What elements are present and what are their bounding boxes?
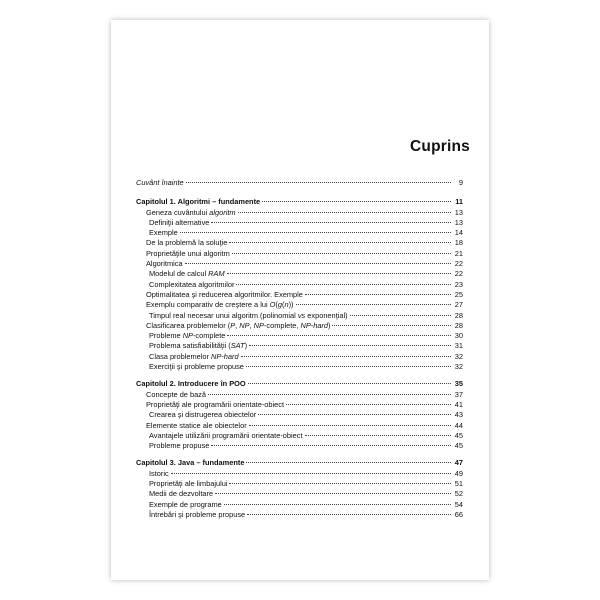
- toc-page-number: 22: [454, 259, 463, 269]
- toc-page-number: 49: [454, 468, 463, 478]
- toc-entry-label: Avantajele utilizării programării orientate-obiect: [149, 430, 303, 440]
- toc-entry-label: Clasa problemelor NP-hard: [149, 351, 239, 361]
- dot-leader: [208, 394, 451, 395]
- toc-entry: [136, 341, 463, 351]
- toc-page-number: 32: [454, 362, 463, 372]
- toc-entry-label: Probleme propuse: [149, 441, 210, 451]
- toc-entry-label: Exerciţii şi probleme propuse: [149, 362, 244, 372]
- table-of-contents: [136, 178, 463, 520]
- dot-leader: [180, 232, 451, 233]
- toc-entry-foreword: [136, 178, 463, 188]
- toc-entry: [136, 352, 463, 362]
- toc-page-number: 9: [458, 178, 463, 187]
- toc-entry: [136, 479, 463, 489]
- toc-entry-label: Proprietăţile unui algoritm: [146, 248, 230, 258]
- toc-entry-label: Geneza cuvântului algoritm: [146, 207, 236, 217]
- toc-page-number: 47: [454, 458, 463, 468]
- toc-entry-label: Concepte de bază: [146, 389, 206, 399]
- dot-leader: [229, 483, 451, 484]
- toc-entry-label: Întrebări şi probleme propuse: [149, 509, 246, 519]
- toc-entry: [136, 280, 463, 290]
- toc-entry: [136, 500, 463, 510]
- toc-page-number: 30: [454, 331, 463, 341]
- toc-entry: [136, 311, 463, 321]
- toc-page-number: 66: [454, 509, 463, 519]
- toc-chapter-3: [136, 458, 463, 468]
- toc-entry-label: Complexitatea algoritmilor: [149, 279, 235, 289]
- toc-entry: [136, 208, 463, 218]
- toc-entry: [136, 331, 463, 341]
- toc-page-number: 27: [454, 300, 463, 310]
- toc-entry-label: Exemple de programe: [149, 499, 222, 509]
- toc-entry-label: Medii de dezvoltare: [149, 489, 214, 499]
- toc-entry-label: Exemplu comparativ de creştere a lui O(g(n)): [146, 300, 294, 310]
- dot-leader: [350, 315, 451, 316]
- toc-page-number: 31: [454, 341, 463, 351]
- toc-entry: [136, 390, 463, 400]
- dot-leader: [211, 445, 451, 446]
- dot-leader: [211, 222, 451, 223]
- toc-page-number: 41: [454, 399, 463, 409]
- toc-entry-label: Timpul real necesar unui algoritm (polinomial vs exponenţial): [149, 310, 348, 320]
- toc-page-number: 28: [454, 310, 463, 320]
- toc-entry: [136, 290, 463, 300]
- toc-chapter-2: [136, 379, 463, 389]
- toc-page-number: 51: [454, 479, 463, 489]
- dot-leader: [246, 462, 451, 463]
- toc-entry-label: Optimalitatea şi reducerea algoritmilor. Exemple: [146, 289, 303, 299]
- dot-leader: [185, 263, 451, 264]
- toc-entry-label: De la problemă la soluţie: [146, 238, 228, 248]
- dot-leader: [186, 182, 451, 183]
- dot-leader: [236, 284, 451, 285]
- dot-leader: [171, 473, 451, 474]
- dot-leader: [249, 345, 451, 346]
- dot-leader: [247, 514, 451, 515]
- dot-leader: [232, 253, 451, 254]
- toc-entry: [136, 410, 463, 420]
- toc-entry: [136, 431, 463, 441]
- toc-entry-label: Modelul de calcul RAM: [149, 269, 225, 279]
- dot-leader: [241, 356, 451, 357]
- dot-leader: [249, 425, 451, 426]
- toc-chapter-1: [136, 197, 463, 207]
- dot-leader: [258, 414, 451, 415]
- toc-page-number: 14: [454, 228, 463, 238]
- toc-entry: [136, 218, 463, 228]
- toc-entry: [136, 441, 463, 451]
- toc-entry: [136, 489, 463, 499]
- toc-entry-label: Clasificarea problemelor (P, NP, NP-complete, NP-hard): [146, 320, 331, 330]
- toc-entry: [136, 269, 463, 279]
- toc-entry: [136, 362, 463, 372]
- toc-page-number: 35: [454, 379, 463, 389]
- toc-page-number: 37: [454, 389, 463, 399]
- dot-leader: [305, 294, 451, 295]
- toc-page-number: 43: [454, 410, 463, 420]
- toc-entry-label: Proprietăţi ale programării orientate-obiect: [146, 399, 285, 409]
- toc-entry: [136, 421, 463, 431]
- toc-page-number: 45: [454, 441, 463, 451]
- toc-entry: [136, 469, 463, 479]
- dot-leader: [229, 242, 451, 243]
- dot-leader: [224, 504, 451, 505]
- toc-entry-label: Algoritmica: [146, 259, 183, 269]
- toc-entry: [136, 238, 463, 248]
- toc-page-number: 45: [454, 430, 463, 440]
- dot-leader: [246, 366, 451, 367]
- dot-leader: [332, 325, 451, 326]
- toc-page-number: 11: [455, 197, 463, 207]
- toc-entry: [136, 321, 463, 331]
- toc-entry: [136, 300, 463, 310]
- page-title: Cuprins: [410, 138, 470, 155]
- toc-page-number: 28: [454, 320, 463, 330]
- dot-leader: [248, 383, 451, 384]
- dot-leader: [305, 435, 452, 436]
- toc-page-number: 13: [454, 217, 463, 227]
- toc-page-number: 21: [454, 248, 463, 258]
- book-page: [111, 20, 489, 580]
- toc-page-number: 25: [454, 289, 463, 299]
- toc-entry-label: Problema satisfiabilităţii (SAT): [149, 341, 248, 351]
- toc-entry-label: Proprietăţi ale limbajului: [149, 479, 228, 489]
- toc-page-number: 52: [454, 489, 463, 499]
- toc-entry-label: Elemente statice ale obiectelor: [146, 420, 247, 430]
- toc-entry: [136, 249, 463, 259]
- toc-entry-label: Crearea şi distrugerea obiectelor: [149, 410, 257, 420]
- dot-leader: [238, 212, 451, 213]
- dot-leader: [296, 304, 451, 305]
- toc-chapter-label: Capitolul 3. Java – fundamente: [136, 458, 245, 468]
- toc-entry-label: Probleme NP-complete: [149, 331, 226, 341]
- toc-page-number: 18: [454, 238, 463, 248]
- toc-page-number: 13: [454, 207, 463, 217]
- toc-page-number: 54: [454, 499, 463, 509]
- dot-leader: [286, 404, 451, 405]
- dot-leader: [262, 201, 451, 202]
- toc-entry: [136, 228, 463, 238]
- toc-entry: [136, 510, 463, 520]
- toc-page-number: 23: [454, 279, 463, 289]
- toc-page-number: 32: [454, 351, 463, 361]
- toc-chapter-label: Capitolul 2. Introducere în POO: [136, 379, 246, 389]
- toc-entry-label: Cuvânt înainte: [136, 178, 184, 187]
- toc-entry: [136, 400, 463, 410]
- dot-leader: [227, 335, 451, 336]
- dot-leader: [227, 273, 451, 274]
- toc-entry-label: Istoric: [149, 468, 169, 478]
- toc-chapter-label: Capitolul 1. Algoritmi – fundamente: [136, 197, 261, 207]
- toc-entry-label: Exemple: [149, 228, 178, 238]
- toc-page-number: 22: [454, 269, 463, 279]
- toc-entry: [136, 259, 463, 269]
- toc-page-number: 44: [454, 420, 463, 430]
- dot-leader: [215, 493, 451, 494]
- toc-entry-label: Definiţii alternative: [149, 217, 210, 227]
